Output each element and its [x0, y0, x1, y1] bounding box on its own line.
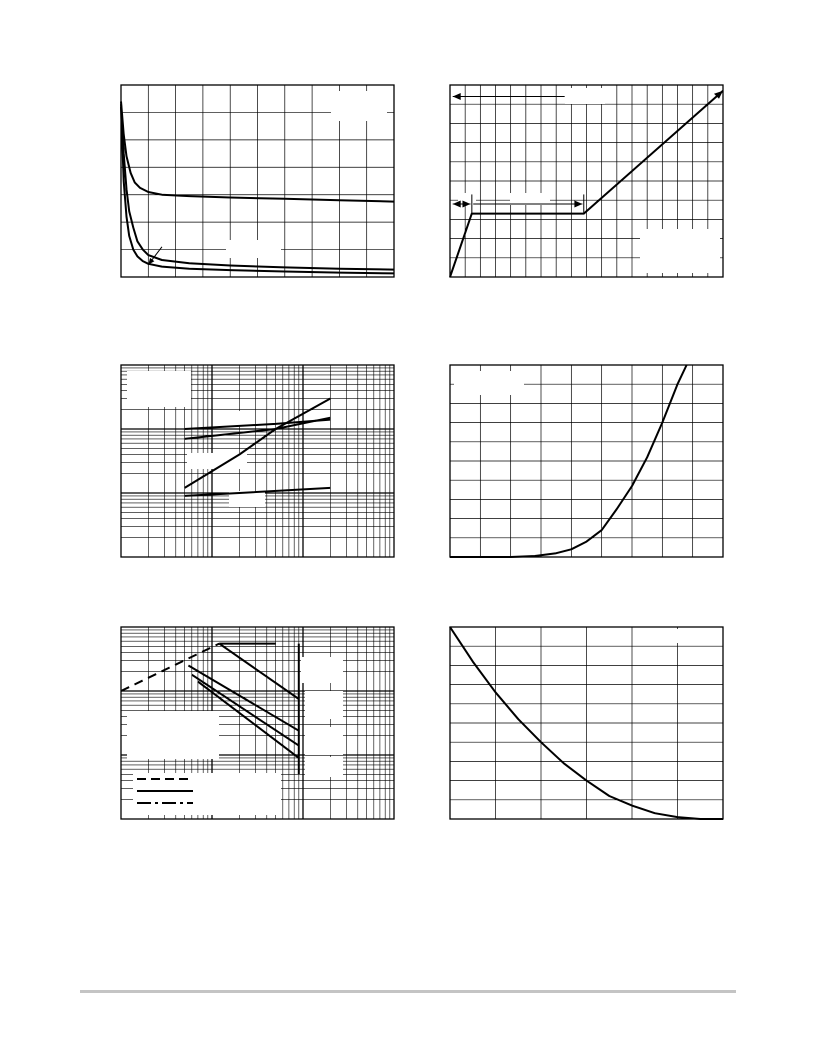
label-area — [221, 411, 255, 425]
label-area — [305, 727, 343, 755]
label-area — [226, 240, 281, 258]
log-log-transfer-chart — [121, 365, 394, 557]
label-area — [127, 371, 191, 407]
label-area — [127, 711, 219, 759]
label-area — [510, 193, 550, 205]
series-line-mid-b — [185, 420, 331, 429]
label-area — [565, 88, 605, 104]
capacitance-chart — [121, 85, 394, 277]
label-area — [650, 629, 710, 643]
gate-charge-chart — [450, 85, 723, 277]
label-area — [331, 91, 387, 121]
label-area — [305, 757, 343, 777]
safe-operating-area-chart — [121, 627, 394, 819]
label-area — [301, 657, 343, 683]
label-area — [640, 229, 720, 273]
label-area — [305, 691, 343, 719]
footer-rule — [80, 990, 736, 993]
exponential-rise-chart — [450, 365, 723, 557]
derating-chart — [450, 627, 723, 819]
chart-grid — [450, 627, 723, 819]
label-area — [454, 371, 524, 395]
